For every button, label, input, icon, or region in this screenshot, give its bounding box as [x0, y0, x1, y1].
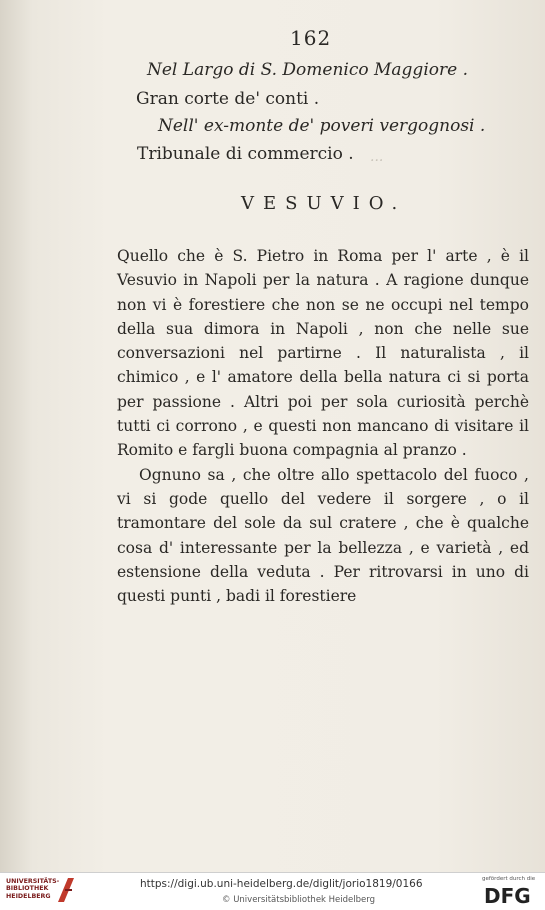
- copyright-text: © Universitätsbibliothek Heidelberg: [222, 895, 376, 905]
- paragraph: Ognuno sa , che oltre allo spettacolo del fuoco , vi si gode quello del vedere il sorgere , o il tramontare del sole da sul cratere , che è qualche cosa d' interessante per la bellezza , e varietà , ed estensione della veduta . Per ritrovarsi in uno di questi punti , badi il forestiere: [117, 465, 529, 606]
- viewer-footer: [0, 872, 545, 910]
- dfg-logo: DFG: [484, 884, 531, 908]
- entry-line: Nell' ex-monte de' poveri vergognosi .: [158, 116, 486, 136]
- library-logo-icon: [56, 876, 76, 904]
- body-text: [117, 244, 529, 608]
- page-number: 162: [290, 26, 332, 50]
- entry-line: Tribunale di commercio .: [137, 144, 354, 164]
- show-through-text: ...: [370, 149, 384, 165]
- permalink-link[interactable]: https://digi.ub.uni-heidelberg.de/diglit/jorio1819/0166: [140, 878, 423, 890]
- library-logo-text: UNIVERSITÄTS- BIBLIOTHEK HEIDELBERG: [6, 878, 60, 900]
- entry-line: Nel Largo di S. Domenico Maggiore .: [147, 60, 468, 80]
- funded-by-text: gefördert durch die: [482, 876, 536, 882]
- entry-line: Gran corte de' conti .: [136, 89, 320, 109]
- paragraph: Quello che è S. Pietro in Roma per l' arte , è il Vesuvio in Napoli per la natura . A ragione dunque non vi è forestiere che non se ne occupi nel tempo della sua dimora in Napoli , non che nelle sue conversazioni nel partirne . Il naturalista , il chimico , e l' amatore della bella natura ci si porta per passione . Altri poi per sola curiosità perchè tutti ci corrono , e questi non mancano di visitare il Romito e fargli buona compagnia al pranzo .: [117, 247, 529, 460]
- section-heading: VESUVIO.: [241, 193, 407, 214]
